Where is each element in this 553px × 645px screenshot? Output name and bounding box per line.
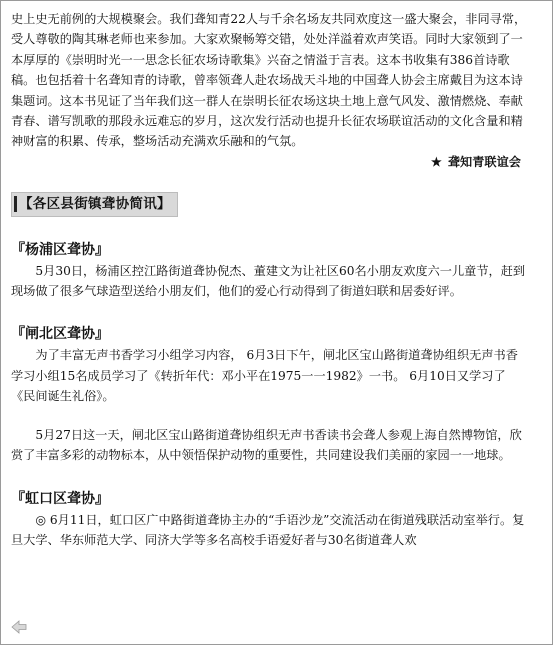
item-heading-hongkou: 『虹口区聋协』 [11,490,109,507]
item-heading-zhabei: 『闸北区聋协』 [11,326,109,343]
item-heading-yangpu: 『杨浦区聋协』 [11,241,109,258]
item-paragraph-hongkou: ◎ 6月11日，虹口区广中路街道聋协主办的“手语沙龙”交流活动在街道残联活动室举行。复旦大学、华东师范大学、同济大学等多名高校手语爱好者与30名街道聋人欢 [11,512,525,547]
item-paragraph-zhabei-2: 5月27日这一天，闸北区宝山路街道聋协组织无声书香读书会聋人参观上海自然博物馆，欣赏了丰富多彩的动物标本，从中领悟保护动物的重要性，共同建设我们美丽的家园一一地球。 [11,427,522,463]
signature-text: 聋知青联谊会 [447,154,521,169]
item-paragraph-yangpu: 5月30日，杨浦区控江路街道聋协倪杰、董建文为让社区60名小朋友欢度六一儿童节，赶到现场做了很多气球造型送给小朋友们，他们的爱心行动得到了街道妇联和居委好评。 [11,263,526,299]
star-icon: ★ [430,154,442,169]
page-content [11,9,529,550]
intro-paragraph: 史上史无前例的大规模聚会。我们聋知青22人与千余名场友共同欢度这一盛大聚会，非同寻常，受人尊敬的陶其琳老师也来参加。大家欢聚畅筹交错，处处洋溢着欢声笑语。同时大家领到了一本厚厚的《崇明时光一一思念长征农场诗歌集》兴奋之情溢于言表。这本书收集有386首诗歌稿。也包括着十名聋知青的诗歌，曾率领聋人赴农场战天斗地的中国聋人协会主席戴目为这本诗集题词。这本书见证了当年我们这一群人在崇明长征农场这块土地上意气风发、激情燃烧、奉献青春、谱写凯歌的那段永远难忘的岁月，这次发行活动也提升长征农场联谊活动的文化含量和精神财富的积累、传承，整场活动充满欢乐融和的气氛。 [11,12,527,149]
signature [11,152,521,172]
section-title-text: 【各区县街镇聋协简讯】 [14,196,171,212]
back-arrow-icon[interactable] [11,620,27,634]
section-title [11,192,178,216]
item-paragraph-zhabei-1: 为了丰富无声书香学习小组学习内容， 6月3日下午，闸北区宝山路街道聋协组织无声书香学习小组15名成员学习了《转折年代：邓小平在1975一一1982》一书。 6月10日又学习了《民间诞生礼俗》。 [11,348,518,404]
